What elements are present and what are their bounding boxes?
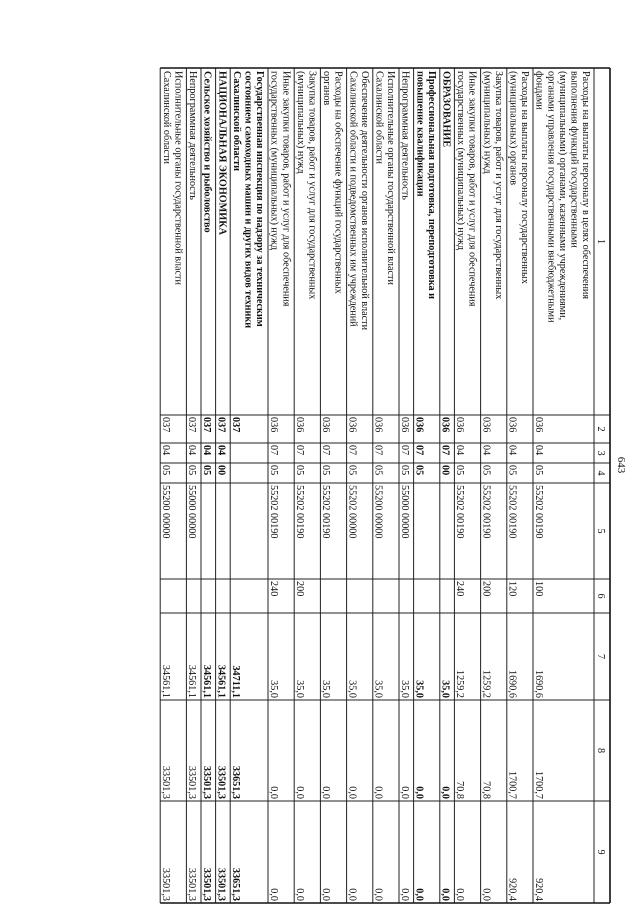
section-code: 04	[215, 445, 227, 456]
amount-col-7: 1259,2	[480, 669, 492, 698]
row-label-line: Иные закупки товаров, работ и услуг для обеспечения	[466, 71, 478, 307]
row-label-line: НАЦИОНАЛЬНАЯ ЭКОНОМИКА	[216, 71, 228, 235]
amount-col-9: 0,0	[294, 888, 305, 901]
amount-col-7: 1690,6	[506, 669, 518, 698]
row-label-line: Расходы на выплаты персоналу в целях обеспечения	[580, 71, 592, 300]
target-article-code: 55202 00190	[454, 485, 466, 539]
expense-type-code: 200	[480, 581, 492, 597]
section-code: 07	[413, 445, 425, 456]
row-label-line: Расходы на обеспечение функций государственных	[332, 71, 344, 294]
row-label-line: Сахалинской области	[373, 71, 385, 164]
row-label-line: Сахалинской области	[230, 71, 242, 171]
target-article-code: 55202 00190	[532, 485, 544, 539]
row-label-line: (муниципальных) органов	[507, 71, 519, 186]
column-header-7: 7	[595, 653, 606, 660]
amount-col-9: 33501,3	[215, 867, 227, 901]
amount-col-8: 0,0	[372, 786, 384, 799]
column-header-2: 2	[595, 426, 606, 432]
subsection-code: 05	[506, 465, 518, 476]
column-header-3: 3	[595, 450, 606, 456]
amount-col-8: 0,0	[294, 786, 305, 799]
ministry-code: 037	[230, 417, 241, 433]
row-label-line: государственных (муниципальных) нужд	[455, 71, 467, 251]
amount-col-7: 35,0	[294, 680, 305, 698]
ministry-code: 036	[439, 417, 451, 433]
section-code: 04	[506, 445, 518, 456]
subsection-code: 00	[215, 465, 227, 476]
ministry-code: 036	[372, 417, 384, 433]
row-label-line: состоянием самоходных машин и других видов техники	[242, 71, 254, 329]
expense-type-code: 200	[294, 581, 305, 597]
amount-col-7: 35,0	[267, 680, 279, 698]
row-label-line: Исполнительные органы государственной власти	[385, 71, 397, 285]
subsection-code: 05	[267, 465, 279, 476]
amount-col-7: 34561,1	[160, 664, 171, 698]
amount-col-9: 0,0	[372, 888, 384, 901]
row-label-line: выполнения функций государственными	[568, 71, 580, 248]
ministry-code: 036	[346, 417, 358, 433]
amount-col-8: 70,8	[454, 781, 466, 799]
section-code: 07	[320, 445, 332, 456]
target-article-code: 55202 00190	[267, 485, 279, 539]
target-article-code: 55202 00190	[506, 485, 518, 539]
row-label-line: Сельское хозяйство и рыболовство	[201, 71, 213, 233]
column-header-6: 6	[595, 593, 606, 599]
section-code: 04	[160, 445, 171, 456]
amount-col-7: 34711,1	[230, 665, 241, 698]
amount-col-9: 0,0	[398, 888, 410, 901]
row-label-line: Иные закупки товаров, работ и услуг для обеспечения	[280, 71, 292, 307]
ministry-code: 036	[294, 417, 305, 433]
subsection-code: 05	[200, 465, 212, 476]
ministry-code: 037	[186, 417, 198, 433]
section-code: 07	[267, 445, 279, 456]
subsection-code: 00	[439, 465, 451, 476]
amount-col-8: 0,0	[413, 786, 425, 799]
row-label-line: Обеспечение деятельности органов исполнительной власти	[358, 71, 370, 331]
subsection-code: 05	[320, 465, 332, 476]
amount-col-9: 33651,3	[230, 867, 241, 901]
subsection-code: 05	[372, 465, 384, 476]
expense-type-code: 100	[532, 581, 544, 597]
row-label-line: органами управления государственными внебюджетными	[545, 71, 557, 323]
subsection-code: 05	[294, 465, 305, 476]
ministry-code: 036	[454, 417, 466, 433]
subsection-code: 05	[454, 465, 466, 476]
amount-col-8: 0,0	[439, 786, 451, 799]
amount-col-8: 0,0	[320, 786, 332, 799]
amount-col-8: 0,0	[267, 786, 279, 799]
section-code: 07	[439, 445, 451, 456]
expense-type-code: 240	[454, 581, 466, 597]
row-label-line: Государственная инспекция по надзору за техническим	[254, 71, 266, 327]
section-code: 07	[398, 445, 410, 456]
row-label-line: государственных (муниципальных) нужд	[268, 71, 280, 251]
amount-col-7: 35,0	[320, 680, 332, 698]
ministry-code: 037	[215, 417, 227, 433]
ministry-code: 037	[200, 417, 212, 433]
amount-col-9: 0,0	[454, 888, 466, 901]
amount-col-8: 1700,7	[532, 770, 544, 799]
section-code: 04	[532, 445, 544, 456]
row-label-line: фондами	[533, 71, 545, 110]
amount-col-8: 1700,7	[506, 770, 518, 799]
column-header-1: 1	[595, 238, 606, 245]
budget-table	[160, 68, 610, 903]
section-code: 04	[200, 445, 212, 456]
amount-col-9: 33501,3	[200, 867, 212, 901]
page-number: 643	[615, 456, 627, 474]
ministry-code: 036	[480, 417, 492, 433]
amount-col-9: 0,0	[320, 888, 332, 901]
amount-col-8: 33501,3	[200, 765, 212, 799]
amount-col-9: 33501,3	[186, 867, 198, 901]
target-article-code: 55202 00190	[320, 485, 332, 539]
ministry-code: 037	[160, 417, 171, 433]
amount-col-8: 33501,3	[215, 765, 227, 799]
row-label-line: Сахалинской области	[160, 71, 172, 164]
row-label-line: Непрограммная деятельность	[399, 71, 411, 200]
amount-col-7: 1690,6	[532, 669, 544, 698]
row-label-line: (муниципальными) органами, казенными учреждениями,	[556, 71, 568, 321]
amount-col-9: 0,0	[439, 888, 451, 901]
section-code: 04	[480, 445, 492, 456]
row-label-line: повышение квалификации	[414, 71, 426, 197]
target-article-code: 55202 00190	[480, 485, 492, 539]
ministry-code: 036	[320, 417, 332, 433]
ministry-code: 036	[413, 417, 425, 433]
row-label-line: Закупка товаров, работ и услуг для государственных	[492, 71, 504, 300]
subsection-code: 05	[186, 465, 198, 476]
column-header-5: 5	[595, 528, 606, 534]
amount-col-7: 1259,2	[454, 669, 466, 698]
target-article-code: 55200 00000	[372, 485, 384, 539]
amount-col-9: 920,4	[506, 878, 518, 901]
subsection-code: 05	[480, 465, 492, 476]
amount-col-9: 0,0	[267, 888, 279, 901]
amount-col-7: 34561,1	[215, 664, 227, 698]
expense-type-code: 120	[506, 581, 518, 597]
row-label-line: Профессиональная подготовка, переподготовка и	[425, 71, 437, 300]
amount-col-7: 35,0	[372, 680, 384, 698]
row-label-line: Сахалинской области и подведомственных им учреждений	[347, 71, 359, 327]
section-code: 07	[372, 445, 384, 456]
row-label-line: Закупка товаров, работ и услуг для государственных	[306, 71, 318, 300]
section-code: 07	[346, 445, 358, 456]
amount-col-8: 0,0	[346, 786, 358, 799]
target-article-code: 55200 00000	[160, 485, 171, 539]
row-label-line: Исполнительные органы государственной власти	[172, 71, 184, 285]
amount-col-8: 33501,3	[186, 765, 198, 799]
row-label-line: органов	[321, 71, 333, 106]
amount-col-9: 0,0	[480, 888, 492, 901]
column-header-8: 8	[595, 747, 606, 754]
row-label-line: Расходы на выплаты персоналу государственных	[519, 71, 531, 284]
amount-col-8: 33651,3	[230, 765, 241, 799]
section-code: 04	[454, 445, 466, 456]
row-label-line: ОБРАЗОВАНИЕ	[440, 71, 452, 148]
column-header-9: 9	[595, 849, 606, 855]
amount-col-9: 0,0	[413, 888, 425, 901]
amount-col-7: 35,0	[439, 680, 451, 698]
amount-col-7: 34561,1	[200, 664, 212, 698]
expense-type-code: 240	[267, 581, 279, 597]
subsection-code: 05	[346, 465, 358, 476]
amount-col-7: 34561,1	[186, 664, 198, 698]
amount-col-7: 35,0	[346, 680, 358, 698]
amount-col-9: 33501,3	[160, 867, 171, 901]
amount-col-8: 33501,3	[160, 765, 171, 799]
target-article-code: 55202 00190	[294, 485, 305, 539]
subsection-code: 05	[398, 465, 410, 476]
subsection-code: 05	[160, 465, 171, 476]
amount-col-7: 35,0	[398, 680, 410, 698]
target-article-code: 55202 00000	[346, 485, 358, 539]
row-label-line: (муниципальных) нужд	[481, 71, 493, 174]
subsection-code: 05	[532, 465, 544, 476]
row-label-line: (муниципальных) нужд	[294, 71, 306, 174]
section-code: 07	[294, 445, 305, 456]
ministry-code: 036	[267, 417, 279, 433]
ministry-code: 036	[532, 417, 544, 433]
amount-col-8: 70,8	[480, 781, 492, 799]
subsection-code: 05	[413, 465, 425, 476]
section-code: 04	[186, 445, 198, 456]
column-header-4: 4	[595, 470, 606, 476]
row-label-line: Непрограммная деятельность	[187, 71, 199, 200]
ministry-code: 036	[506, 417, 518, 433]
amount-col-9: 920,4	[532, 878, 544, 901]
target-article-code: 55000 00000	[398, 485, 410, 539]
target-article-code: 55000 00000	[186, 485, 198, 539]
amount-col-7: 35,0	[413, 680, 425, 698]
amount-col-8: 0,0	[398, 786, 410, 799]
ministry-code: 036	[398, 417, 410, 433]
amount-col-9: 0,0	[346, 888, 358, 901]
